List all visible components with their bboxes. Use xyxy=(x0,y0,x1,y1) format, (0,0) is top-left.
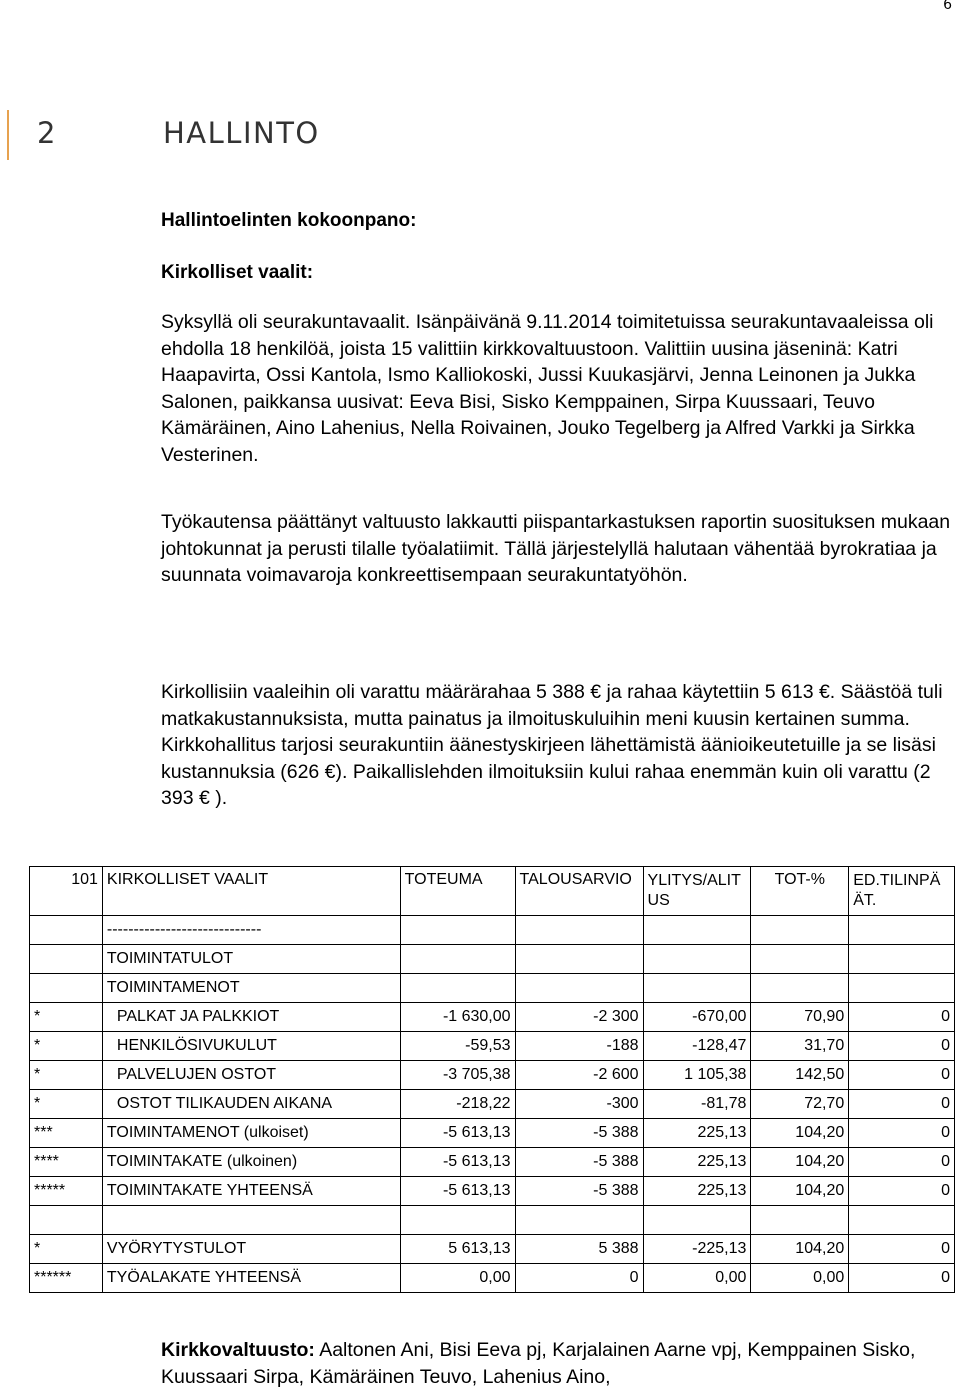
cell-ed: 0 xyxy=(849,1090,955,1119)
cell-talousarvio: -5 388 xyxy=(515,1119,643,1148)
cell-label: VYÖRYTYSTULOT xyxy=(102,1235,400,1264)
cell-talousarvio: 0 xyxy=(515,1264,643,1293)
council-members xyxy=(161,1337,951,1390)
cell-talousarvio: -5 388 xyxy=(515,1177,643,1206)
cell-mark: *** xyxy=(30,1119,103,1148)
table-row xyxy=(30,1119,955,1148)
cell-label: TOIMINTATULOT xyxy=(102,945,400,974)
cell-ed: 0 xyxy=(849,1177,955,1206)
cell-toteuma xyxy=(400,1206,515,1235)
cell-mark: * xyxy=(30,1003,103,1032)
cell-ylitys xyxy=(643,974,751,1003)
cell-ylitys: 1 105,38 xyxy=(643,1061,751,1090)
budget-table xyxy=(29,866,955,1293)
cell-ed: 0 xyxy=(849,1235,955,1264)
cell-tot-pct: 104,20 xyxy=(751,1148,849,1177)
table-row xyxy=(30,916,955,945)
table-row xyxy=(30,1003,955,1032)
cell-tot-pct: 104,20 xyxy=(751,1235,849,1264)
cell-ylitys: -225,13 xyxy=(643,1235,751,1264)
cell-label: HENKILÖSIVUKULUT xyxy=(102,1032,400,1061)
header-tot-pct: TOT-% xyxy=(751,867,849,916)
chapter-title: HALLINTO xyxy=(163,116,320,150)
cell-talousarvio: -2 600 xyxy=(515,1061,643,1090)
cell-ylitys: 225,13 xyxy=(643,1177,751,1206)
header-code: 101 xyxy=(30,867,103,916)
cell-mark xyxy=(30,945,103,974)
chapter-heading xyxy=(7,110,320,160)
cell-talousarvio xyxy=(515,916,643,945)
table-row xyxy=(30,945,955,974)
cell-ed: 0 xyxy=(849,1119,955,1148)
cell-label: TOIMINTAKATE (ulkoinen) xyxy=(102,1148,400,1177)
table-row xyxy=(30,1061,955,1090)
cell-ed: 0 xyxy=(849,1148,955,1177)
cell-label xyxy=(102,1206,400,1235)
cell-ylitys: -81,78 xyxy=(643,1090,751,1119)
page-number: 6 xyxy=(943,0,952,13)
cell-ed xyxy=(849,916,955,945)
cell-mark: * xyxy=(30,1061,103,1090)
table-row xyxy=(30,1177,955,1206)
cell-toteuma xyxy=(400,945,515,974)
header-talousarvio: TALOUSARVIO xyxy=(515,867,643,916)
cell-ylitys xyxy=(643,945,751,974)
cell-toteuma: -1 630,00 xyxy=(400,1003,515,1032)
table-row xyxy=(30,1090,955,1119)
cell-label: TYÖALAKATE YHTEENSÄ xyxy=(102,1264,400,1293)
chapter-number: 2 xyxy=(37,116,56,150)
cell-tot-pct: 72,70 xyxy=(751,1090,849,1119)
cell-talousarvio: -5 388 xyxy=(515,1148,643,1177)
cell-toteuma: -5 613,13 xyxy=(400,1177,515,1206)
cell-tot-pct: 104,20 xyxy=(751,1119,849,1148)
table-row xyxy=(30,1264,955,1293)
cell-toteuma: -5 613,13 xyxy=(400,1148,515,1177)
cell-label: OSTOT TILIKAUDEN AIKANA xyxy=(102,1090,400,1119)
cell-ed: 0 xyxy=(849,1003,955,1032)
table-row xyxy=(30,1032,955,1061)
table-row xyxy=(30,1235,955,1264)
paragraph-council-decision: Työkautensa päättänyt valtuusto lakkautti piispantarkastuksen raportin suosituksen mukaan johtokunnat ja perusti tilalle työalatiimit. Tällä järjestelyllä halutaan vähentää byrokratiaa ja suunnata voimavaroja konkreettisempaan seurakuntatyöhön. xyxy=(161,511,951,586)
cell-tot-pct: 70,90 xyxy=(751,1003,849,1032)
cell-label: TOIMINTAMENOT xyxy=(102,974,400,1003)
table-row xyxy=(30,1148,955,1177)
cell-mark: * xyxy=(30,1090,103,1119)
header-ed-tilinpaat: ED.TILINPÄÄT. xyxy=(849,867,955,916)
cell-toteuma xyxy=(400,916,515,945)
cell-mark xyxy=(30,1206,103,1235)
cell-label: PALKAT JA PALKKIOT xyxy=(102,1003,400,1032)
cell-tot-pct xyxy=(751,1206,849,1235)
cell-talousarvio xyxy=(515,974,643,1003)
cell-label: TOIMINTAMENOT (ulkoiset) xyxy=(102,1119,400,1148)
council-label: Kirkkovaltuusto: xyxy=(161,1339,315,1361)
cell-ed: 0 xyxy=(849,1032,955,1061)
cell-ylitys xyxy=(643,1206,751,1235)
cell-label: ----------------------------- xyxy=(102,916,400,945)
cell-talousarvio xyxy=(515,1206,643,1235)
council-text: Aaltonen Ani, Bisi Eeva pj, Karjalainen Aarne vpj, Kemppainen Sisko, Kuussaari Sirpa, Kämäräinen Teuvo, Lahenius Aino, xyxy=(161,1339,916,1388)
cell-ylitys: 0,00 xyxy=(643,1264,751,1293)
budget-table-body xyxy=(30,867,955,1293)
cell-mark: * xyxy=(30,1235,103,1264)
cell-ylitys: 225,13 xyxy=(643,1148,751,1177)
cell-mark xyxy=(30,916,103,945)
cell-ed xyxy=(849,1206,955,1235)
cell-mark: ***** xyxy=(30,1177,103,1206)
paragraph-budget: Kirkollisiin vaaleihin oli varattu määrärahaa 5 388 € ja rahaa käytettiin 5 613 €. Säästöä tuli matkakustannuksista, mutta painatus ja ilmoituskuluihin meni kuusin kertainen summa. Kirkkohallitus tarjosi seurakuntiin äänestyskirjeen lähettämistä äänioikeutetuille ja se lisäsi kustannuksia (626 €). Paikallislehden ilmoituksiin kului rahaa enemmän kuin oli varattu (2 393 € ). xyxy=(161,681,943,809)
header-name: KIRKOLLISET VAALIT xyxy=(102,867,400,916)
cell-ylitys: -128,47 xyxy=(643,1032,751,1061)
cell-ylitys: -670,00 xyxy=(643,1003,751,1032)
cell-toteuma xyxy=(400,974,515,1003)
cell-ylitys: 225,13 xyxy=(643,1119,751,1148)
cell-tot-pct: 0,00 xyxy=(751,1264,849,1293)
table-row xyxy=(30,1206,955,1235)
cell-toteuma: 5 613,13 xyxy=(400,1235,515,1264)
cell-ylitys xyxy=(643,916,751,945)
cell-label: TOIMINTAKATE YHTEENSÄ xyxy=(102,1177,400,1206)
cell-ed xyxy=(849,974,955,1003)
header-ylitys: YLITYS/ALITUS xyxy=(643,867,751,916)
cell-talousarvio: 5 388 xyxy=(515,1235,643,1264)
cell-toteuma: -218,22 xyxy=(400,1090,515,1119)
cell-talousarvio: -2 300 xyxy=(515,1003,643,1032)
header-toteuma: TOTEUMA xyxy=(400,867,515,916)
paragraph-elections: Syksyllä oli seurakuntavaalit. Isänpäivänä 9.11.2014 toimitetuissa seurakuntavaaleissa oli ehdolla 18 henkilöä, joista 15 valittiin kirkkovaltuustoon. Valittiin uusina jäseninä: Katri Haapavirta, Ossi Kantola, Ismo Kalliokoski, Jussi Kuukasjärvi, Jenna Leinonen ja Jukka Salonen, paikkansa uusivat: Eeva Bisi, Sisko Kemppainen, Sirpa Kuussaari, Teuvo Kämäräinen, Aino Lahenius, Nella Roivainen, Jouko Tegelberg ja Alfred Varkki ja Sirkka Vesterinen. xyxy=(161,311,934,466)
cell-toteuma: -5 613,13 xyxy=(400,1119,515,1148)
cell-talousarvio: -188 xyxy=(515,1032,643,1061)
composition-heading: Hallintoelinten kokoonpano: xyxy=(161,210,417,231)
cell-ed xyxy=(849,945,955,974)
cell-toteuma: -3 705,38 xyxy=(400,1061,515,1090)
cell-talousarvio xyxy=(515,945,643,974)
cell-toteuma: 0,00 xyxy=(400,1264,515,1293)
elections-heading: Kirkolliset vaalit: xyxy=(161,262,314,283)
cell-toteuma: -59,53 xyxy=(400,1032,515,1061)
cell-tot-pct: 31,70 xyxy=(751,1032,849,1061)
cell-tot-pct xyxy=(751,916,849,945)
cell-tot-pct: 104,20 xyxy=(751,1177,849,1206)
cell-ed: 0 xyxy=(849,1061,955,1090)
cell-mark: **** xyxy=(30,1148,103,1177)
cell-tot-pct xyxy=(751,945,849,974)
cell-label: PALVELUJEN OSTOT xyxy=(102,1061,400,1090)
cell-ed: 0 xyxy=(849,1264,955,1293)
cell-tot-pct xyxy=(751,974,849,1003)
table-header-row xyxy=(30,867,955,916)
cell-mark: ****** xyxy=(30,1264,103,1293)
cell-mark xyxy=(30,974,103,1003)
cell-mark: * xyxy=(30,1032,103,1061)
cell-talousarvio: -300 xyxy=(515,1090,643,1119)
cell-tot-pct: 142,50 xyxy=(751,1061,849,1090)
table-row xyxy=(30,974,955,1003)
